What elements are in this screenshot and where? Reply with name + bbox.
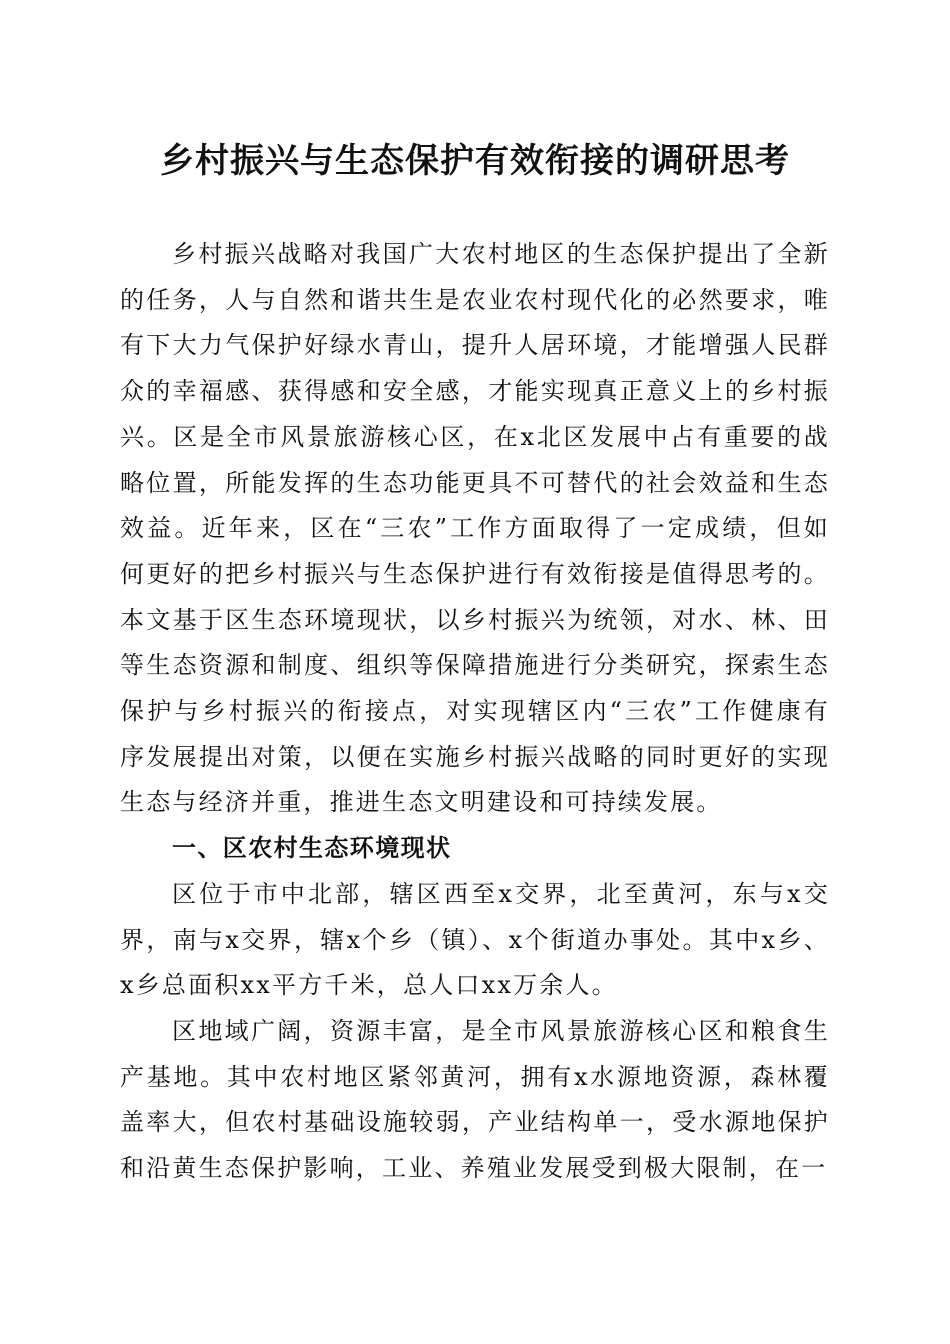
section-paragraph-location: 区位于市中北部，辖区西至x交界，北至黄河，东与x交界，南与x交界，辖x个乡（镇）、x个街道办事处。其中x乡、x乡总面积xx平方千米，总人口xx万余人。: [120, 879, 830, 1000]
section-paragraph-resources: 区地域广阔，资源丰富，是全市风景旅游核心区和粮食生产基地。其中农村地区紧邻黄河，拥有x水源地资源，森林覆盖率大，但农村基础设施较弱，产业结构单一，受水源地保护和沿黄生态保护影响，工业、养殖业发展受到极大限制，在一: [120, 1016, 830, 1183]
document-body: [120, 232, 830, 1192]
intro-paragraph: 乡村振兴战略对我国广大农村地区的生态保护提出了全新的任务，人与自然和谐共生是农业农村现代化的必然要求，唯有下大力气保护好绿水青山，提升人居环境，才能增强人民群众的幸福感、获得感和安全感，才能实现真正意义上的乡村振兴。区是全市风景旅游核心区，在x北区发展中占有重要的战略位置，所能发挥的生态功能更具不可替代的社会效益和生态效益。近年来，区在“三农”工作方面取得了一定成绩，但如何更好的把乡村振兴与生态保护进行有效衔接是值得思考的。本文基于区生态环境现状，以乡村振兴为统领，对水、林、田等生态资源和制度、组织等保障措施进行分类研究，探索生态保护与乡村振兴的衔接点，对实现辖区内“三农”工作健康有序发展提出对策，以便在实施乡村振兴战略的同时更好的实现生态与经济并重，推进生态文明建设和可持续发展。: [120, 240, 830, 817]
section-heading: 一、区农村生态环境现状: [172, 834, 452, 863]
document-title: 乡村振兴与生态保护有效衔接的调研思考: [160, 141, 790, 181]
